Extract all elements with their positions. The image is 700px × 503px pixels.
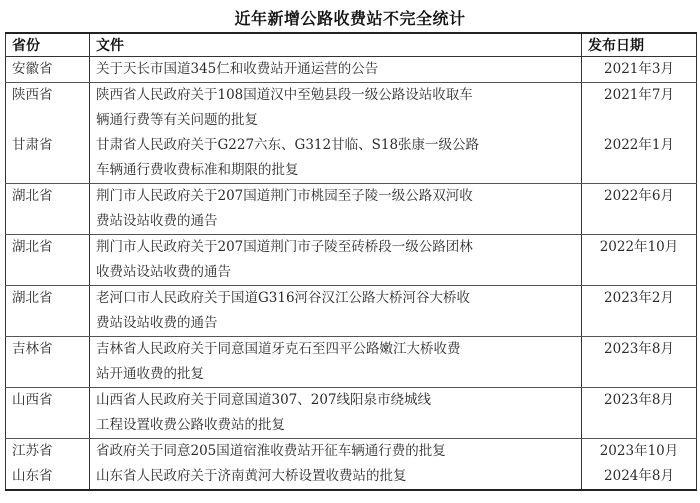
header-date: 发布日期 bbox=[582, 33, 697, 57]
document-line: 山东省人民政府关于济南黄河大桥设置收费站的批复 bbox=[96, 468, 407, 484]
province-cell: 湖北省 bbox=[6, 235, 90, 286]
table-row bbox=[6, 184, 697, 235]
date-text: 2022年6月 bbox=[604, 188, 674, 204]
province-cell bbox=[6, 439, 90, 491]
document-line: 荆门市人民政府关于207国道荆门市子陵至砖桥段一级公路团林 bbox=[96, 239, 473, 255]
date-text: 2022年10月 bbox=[599, 239, 679, 255]
table-row bbox=[6, 439, 697, 491]
date-text: 2022年1月 bbox=[604, 137, 674, 153]
table-row bbox=[6, 235, 697, 286]
table-header-row bbox=[6, 33, 697, 57]
province-cell: 湖北省 bbox=[6, 286, 90, 337]
table-row bbox=[6, 388, 697, 439]
table-row bbox=[6, 286, 697, 337]
date-cell bbox=[582, 184, 697, 235]
date-text: 2023年2月 bbox=[604, 290, 674, 306]
province-cell: 甘肃省 bbox=[6, 133, 90, 184]
province-cell: 吉林省 bbox=[6, 337, 90, 388]
province-line: 江苏省 bbox=[12, 443, 53, 459]
table-row bbox=[6, 57, 697, 83]
document-cell bbox=[90, 133, 582, 184]
document-cell bbox=[90, 235, 582, 286]
date-text: 2023年10月 bbox=[599, 443, 679, 459]
province-cell: 陕西省 bbox=[12, 87, 53, 103]
date-cell bbox=[582, 286, 697, 337]
document-cell bbox=[90, 286, 582, 337]
document-cell bbox=[90, 388, 582, 439]
date-text: 2021年3月 bbox=[604, 61, 674, 77]
document-line: 关于天长市国道345仁和收费站开通运营的公告 bbox=[96, 61, 379, 77]
document-line: 辆通行费等有关问题的批复 bbox=[96, 112, 258, 128]
date-text: 2023年8月 bbox=[604, 392, 674, 408]
document-line: 吉林省人民政府关于同意国道牙克石至四平公路嫩江大桥收费 bbox=[96, 341, 461, 357]
date-cell bbox=[582, 57, 697, 83]
date-cell bbox=[582, 133, 697, 184]
document-line: 站开通收费的批复 bbox=[96, 366, 204, 382]
document-line: 陕西省人民政府关于108国道汉中至勉县段一级公路设站收取车 bbox=[96, 87, 473, 103]
document-cell bbox=[90, 57, 582, 83]
header-province: 省份 bbox=[6, 33, 90, 57]
date-text: 2024年8月 bbox=[604, 468, 674, 484]
header-document: 文件 bbox=[90, 33, 582, 57]
province-cell: 山西省 bbox=[6, 388, 90, 439]
document-line: 山西省人民政府关于同意国道307、207线阳泉市绕城线 bbox=[96, 392, 432, 408]
page-title: 近年新增公路收费站不完全统计 bbox=[234, 9, 466, 28]
document-line: 荆门市人民政府关于207国道荆门市桃园至子陵一级公路双河收 bbox=[96, 188, 473, 204]
date-cell bbox=[582, 83, 697, 134]
document-line: 甘肃省人民政府关于G227六东、G312甘临、S18张康一级公路 bbox=[96, 137, 480, 153]
date-cell bbox=[582, 337, 697, 388]
table-row bbox=[6, 337, 697, 388]
document-cell bbox=[90, 184, 582, 235]
date-cell bbox=[582, 439, 697, 491]
document-line: 省政府关于同意205国道宿淮收费站开征车辆通行费的批复 bbox=[96, 443, 446, 459]
toll-station-table bbox=[5, 32, 697, 491]
table-row bbox=[6, 83, 697, 134]
document-cell bbox=[90, 337, 582, 388]
document-line: 工程设置收费公路收费站的批复 bbox=[96, 417, 285, 433]
date-text: 2023年8月 bbox=[604, 341, 674, 357]
document-cell bbox=[90, 439, 582, 491]
document-cell bbox=[90, 83, 582, 134]
province-cell: 湖北省 bbox=[6, 184, 90, 235]
date-text: 2021年7月 bbox=[604, 87, 674, 103]
date-cell bbox=[582, 235, 697, 286]
document-line: 费站设站收费的通告 bbox=[96, 315, 218, 331]
document-line: 费站设站收费的通告 bbox=[96, 213, 218, 229]
province-cell: 安徽省 bbox=[6, 57, 90, 83]
document-line: 车辆通行费收费标准和期限的批复 bbox=[96, 162, 299, 178]
document-line: 老河口市人民政府关于国道G316河谷汉江公路大桥河谷大桥收 bbox=[96, 290, 471, 306]
province-line: 山东省 bbox=[12, 468, 53, 484]
date-cell bbox=[582, 388, 697, 439]
document-line: 收费站设站收费的通告 bbox=[96, 264, 231, 280]
table-row bbox=[6, 133, 697, 184]
